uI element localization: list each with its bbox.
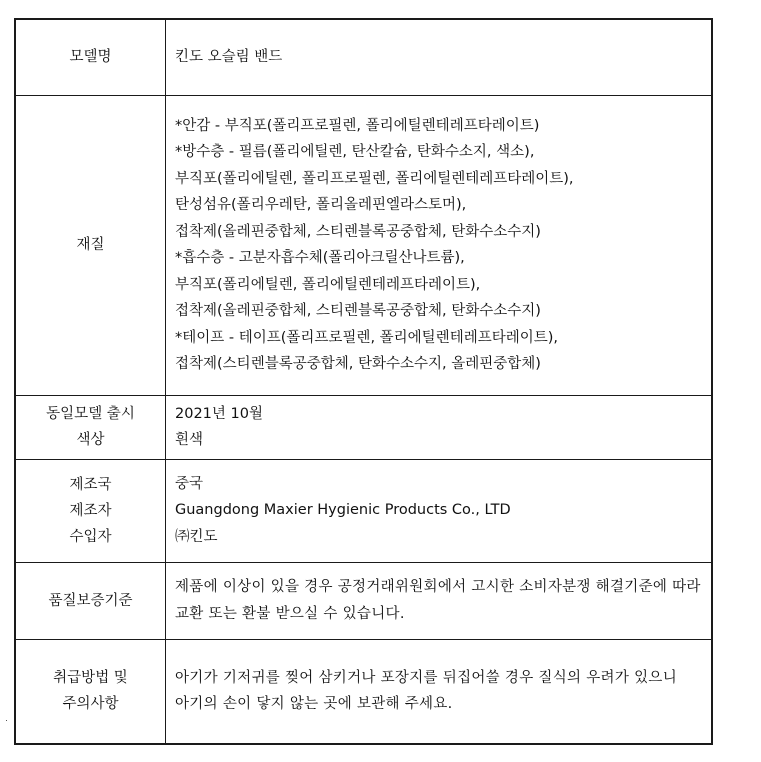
label-origin [16,459,166,562]
model-name-text: 킨도 오슬림 밴드 [175,49,283,65]
label-release-color [16,395,166,459]
label-text: 제조국 [69,476,112,493]
material-line: 접착제(올레핀중합체, 스티렌블록공중합체, 탄화수소수지) [175,223,541,240]
label-text: 품질보증기준 [48,592,133,609]
handling-text: 아기가 기저귀를 찢어 삼키거나 포장지를 뒤집어쓸 경우 질식의 우려가 있으니 아기의 손이 닿지 않는 곳에 보관해 주세요. [175,669,678,713]
material-line: *방수층 - 필름(폴리에틸렌, 탄산칼슘, 탄화수소지, 색소), [175,144,535,160]
table-row-material [16,95,711,395]
manufacturer-text: Guangdong Maxier Hygienic Products Co., LTD [175,502,511,519]
material-line: 접착제(스티렌블록공중합체, 탄화수소수지, 올레핀중합체) [175,356,541,372]
material-line: *흡수층 - 고분자흡수체(폴리아크릴산나트륨), [175,250,465,266]
material-line: 탄성섬유(폴리우레탄, 폴리올레핀엘라스토머), [175,197,467,213]
label-text: 재질 [76,237,105,253]
label-text: 색상 [76,432,105,448]
value-release-color [166,395,712,459]
value-handling [166,639,712,743]
label-text: 모델명 [69,49,112,66]
label-material [16,95,166,395]
table-row-model [16,20,711,95]
table-row-origin [16,459,711,562]
label-model-name [16,20,166,95]
release-date-text: 2021년 10월 [175,405,263,422]
material-line: *안감 - 부직포(폴리프로필렌, 폴리에틸렌테레프타레이트) [175,117,540,134]
importer-text: ㈜킨도 [175,528,218,545]
material-line: 부직포(폴리에틸렌, 폴리프로필렌, 폴리에틸렌테레프타레이트), [175,170,574,187]
label-text: 취급방법 및 [53,670,128,687]
label-text: 동일모델 출시 [46,406,135,422]
label-text: 제조자 [69,502,112,519]
product-info-table [16,20,711,743]
label-text: 수입자 [69,528,112,545]
color-text: 흰색 [175,432,204,448]
label-handling [16,639,166,743]
page-mark [6,720,7,721]
label-quality [16,562,166,639]
label-text: 주의사항 [62,696,119,713]
material-line: 접착제(올레핀중합체, 스티렌블록공중합체, 탄화수소수지) [175,303,541,319]
value-model-name [166,20,712,95]
product-info-sheet [14,18,713,745]
value-origin [166,459,712,562]
table-row-handling [16,639,711,743]
material-line: *테이프 - 테이프(폴리프로필렌, 폴리에틸렌테레프타레이트), [175,329,559,346]
quality-text: 제품에 이상이 있을 경우 공정거래위원회에서 고시한 소비자분쟁 해결기준에 따라 교환 또는 환불 받으실 수 있습니다. [175,579,701,622]
table-row-release-color [16,395,711,459]
country-text: 중국 [175,475,204,492]
table-row-quality [16,562,711,639]
value-quality [166,562,712,639]
value-material [166,95,712,395]
material-line: 부직포(폴리에틸렌, 폴리에틸렌테레프타레이트), [175,276,481,293]
